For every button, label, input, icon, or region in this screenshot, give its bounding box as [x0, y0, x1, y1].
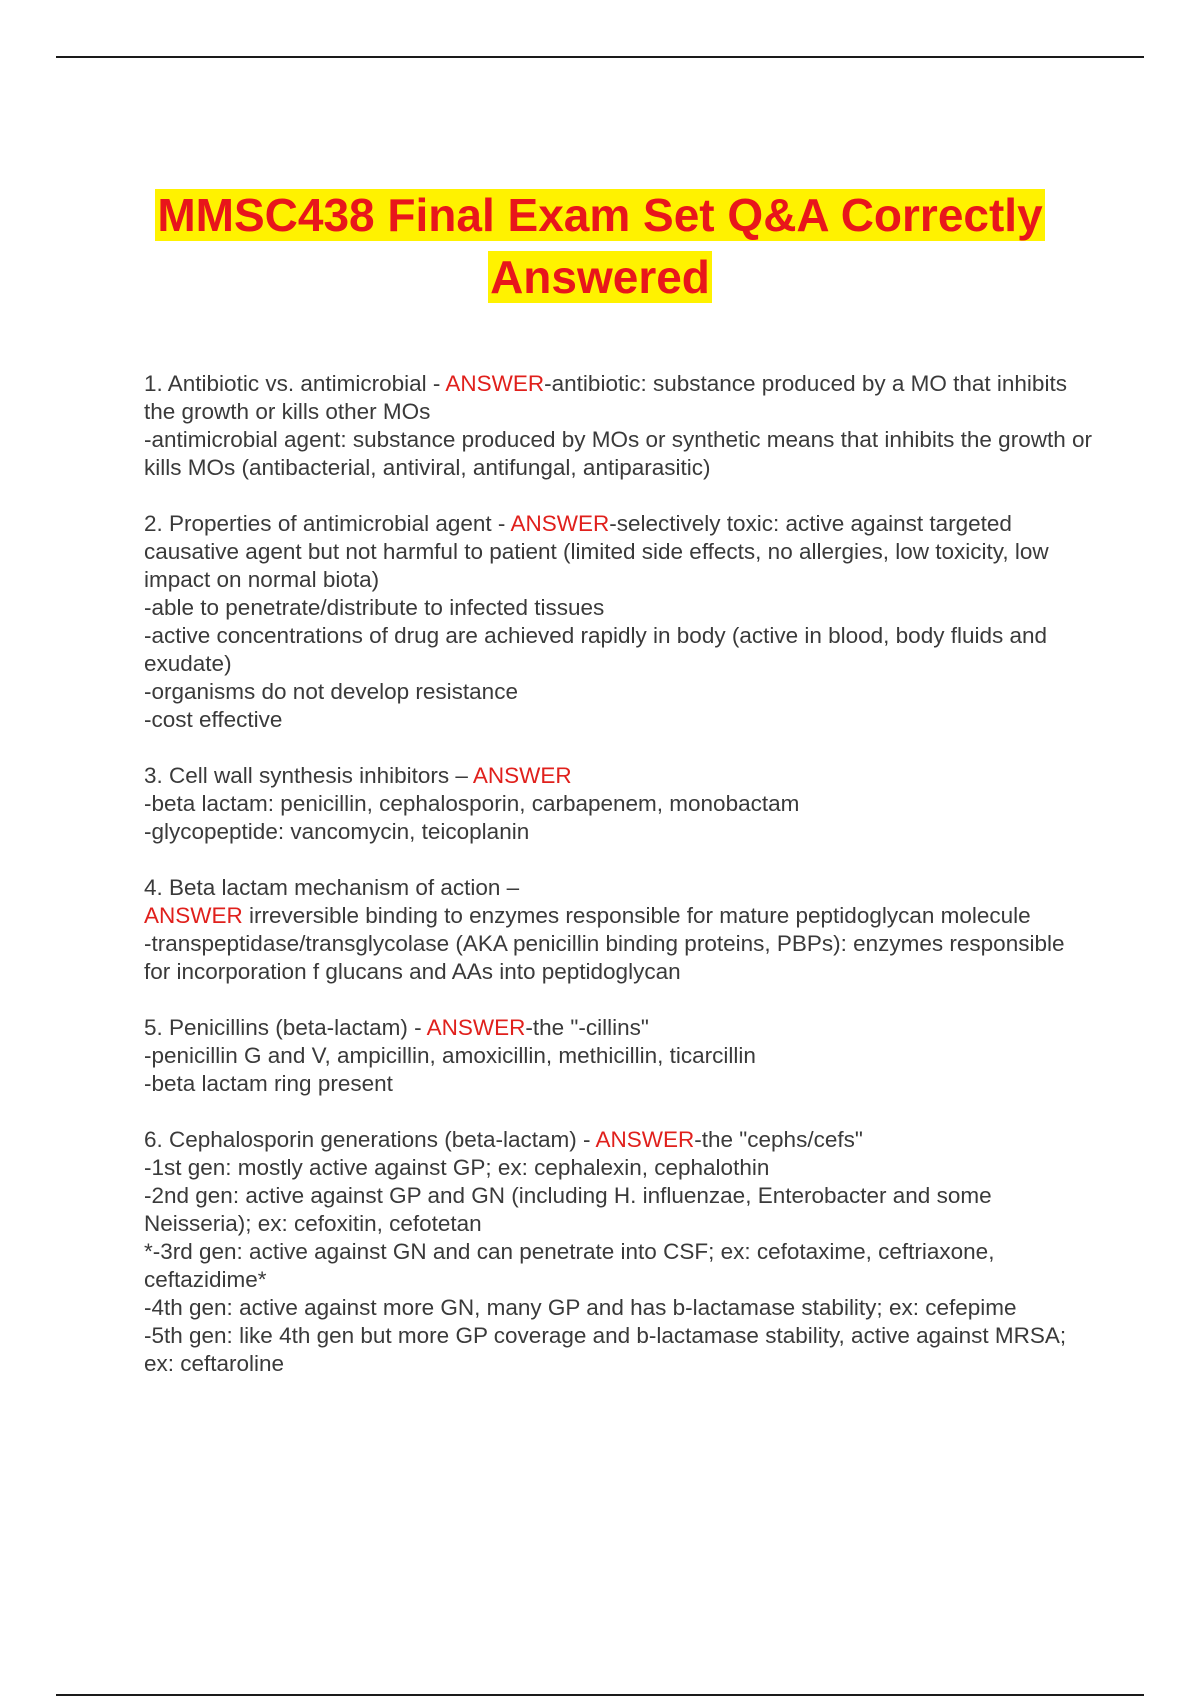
answer-line: -beta lactam ring present — [144, 1071, 393, 1096]
title-line-2: Answered — [490, 251, 710, 303]
question-text: 4. Beta lactam mechanism of action – — [144, 875, 520, 900]
answer-line: -antimicrobial agent: substance produced by MOs or synthetic means that inhibits the growth or kills MOs (antibacterial, antiviral, antifungal, antiparasitic) — [144, 427, 1092, 480]
qa-list — [144, 370, 1094, 1406]
answer-text: irreversible binding to enzymes responsible for mature peptidoglycan molecule — [242, 903, 1031, 928]
header-rule — [56, 56, 1144, 58]
answer-line: -1st gen: mostly active against GP; ex: cephalexin, cephalothin — [144, 1155, 770, 1180]
qa-item-5 — [144, 1014, 1094, 1098]
answer-label: ANSWER — [144, 903, 243, 928]
answer-label: ANSWER — [510, 511, 610, 536]
question-text: 6. Cephalosporin generations (beta-lactam) - — [144, 1127, 596, 1152]
answer-line: -5th gen: like 4th gen but more GP coverage and b-lactamase stability, active against MRSA; ex: ceftaroline — [144, 1323, 1067, 1376]
footer-rule — [56, 1694, 1144, 1696]
answer-label: ANSWER — [426, 1015, 526, 1040]
answer-text: -selectively toxic: active against targeted causative agent but not harmful to patient (limited side effects, no allergies, low toxicity, low impact on normal biota) — [144, 511, 1049, 592]
document-title — [100, 184, 1100, 308]
answer-label: ANSWER — [472, 763, 572, 788]
answer-line: -4th gen: active against more GN, many GP and has b-lactamase stability; ex: cefepime — [144, 1295, 1017, 1320]
answer-label: ANSWER — [445, 371, 545, 396]
answer-line: -organisms do not develop resistance — [144, 679, 518, 704]
question-text: 2. Properties of antimicrobial agent - — [144, 511, 511, 536]
title-line-1: MMSC438 Final Exam Set Q&A Correctly — [157, 189, 1043, 241]
answer-line: -cost effective — [144, 707, 283, 732]
answer-line: -able to penetrate/distribute to infected tissues — [144, 595, 605, 620]
qa-item-2 — [144, 510, 1094, 734]
qa-item-3 — [144, 762, 1094, 846]
qa-item-4 — [144, 874, 1094, 986]
answer-text: -antibiotic: substance produced by a MO that inhibits the growth or kills other MOs — [144, 371, 1067, 424]
question-text: 3. Cell wall synthesis inhibitors – — [144, 763, 473, 788]
question-text: 1. Antibiotic vs. antimicrobial - — [144, 371, 446, 396]
answer-line: -transpeptidase/transglycolase (AKA penicillin binding proteins, PBPs): enzymes responsible for incorporation f glucans and AAs into peptidoglycan — [144, 931, 1065, 984]
answer-label: ANSWER — [595, 1127, 695, 1152]
answer-line: -penicillin G and V, ampicillin, amoxicillin, methicillin, ticarcillin — [144, 1043, 756, 1068]
answer-text: -the "-cillins" — [525, 1015, 649, 1040]
answer-line: *-3rd gen: active against GN and can penetrate into CSF; ex: cefotaxime, ceftriaxone, ceftazidime* — [144, 1239, 995, 1292]
answer-text: -the "cephs/cefs" — [694, 1127, 863, 1152]
qa-item-6 — [144, 1126, 1094, 1378]
question-text: 5. Penicillins (beta-lactam) - — [144, 1015, 427, 1040]
qa-item-1 — [144, 370, 1094, 482]
answer-line: -glycopeptide: vancomycin, teicoplanin — [144, 819, 530, 844]
answer-line: -active concentrations of drug are achieved rapidly in body (active in blood, body fluids and exudate) — [144, 623, 1048, 676]
answer-line: -beta lactam: penicillin, cephalosporin, carbapenem, monobactam — [144, 791, 800, 816]
answer-line: -2nd gen: active against GP and GN (including H. influenzae, Enterobacter and some Neisseria); ex: cefoxitin, cefotetan — [144, 1183, 992, 1236]
